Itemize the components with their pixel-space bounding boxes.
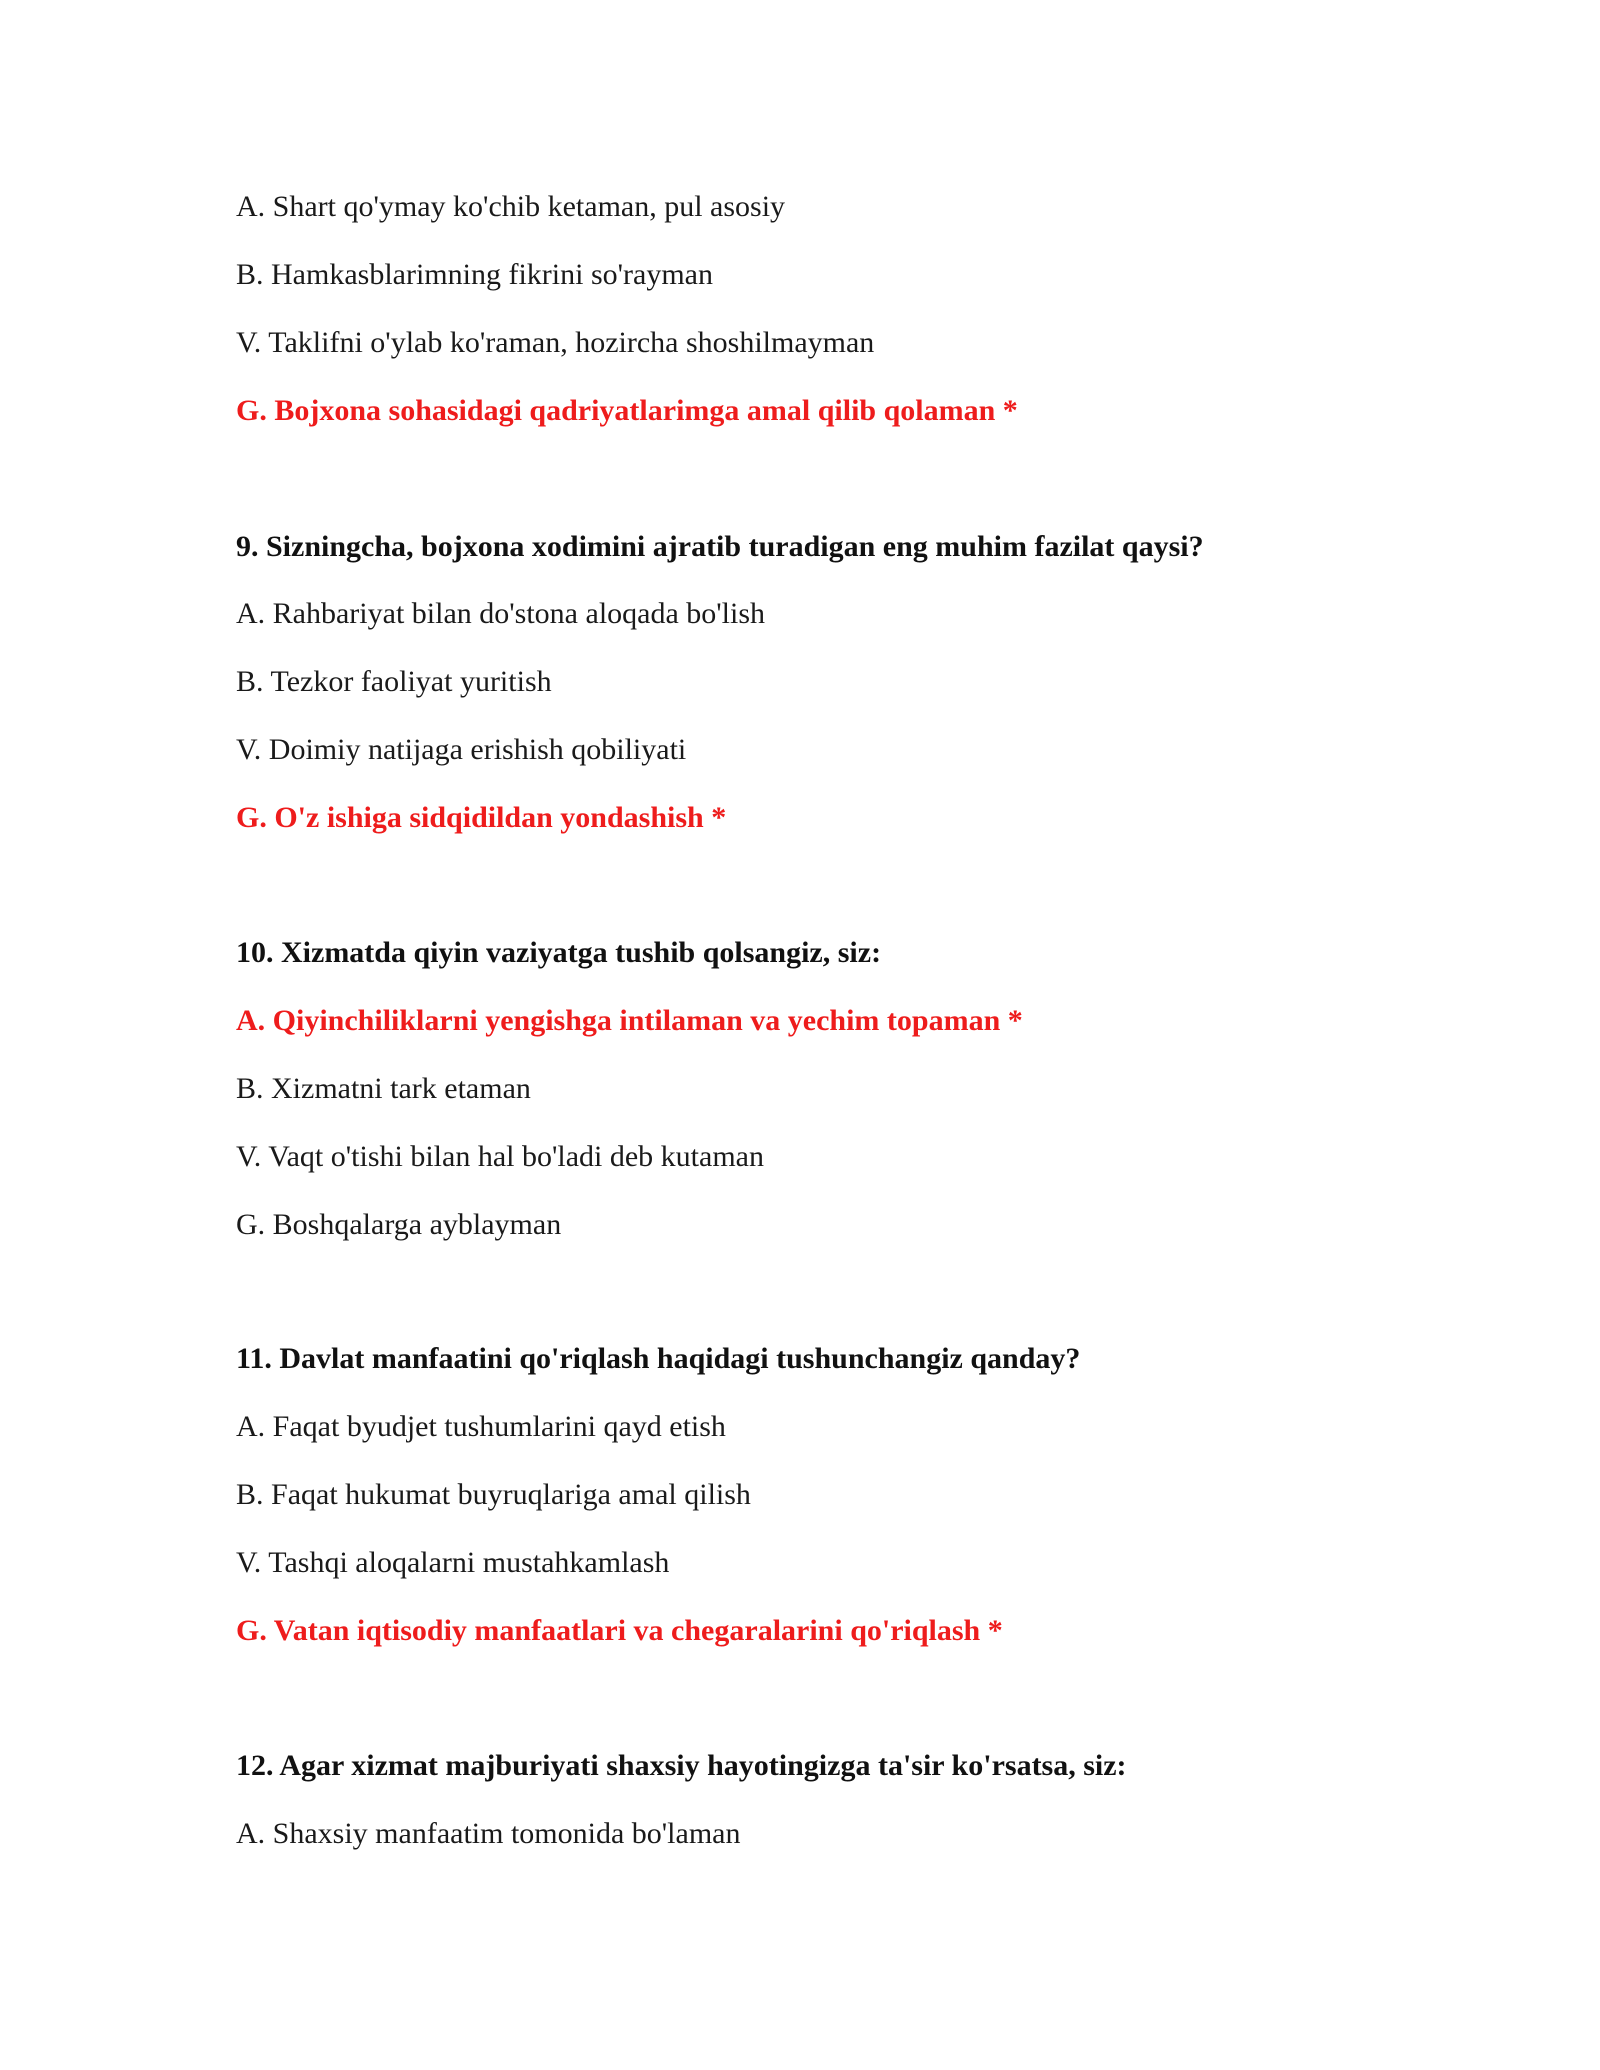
question-title: 9. Sizningcha, bojxona xodimini ajratib turadigan eng muhim fazilat qaysi?	[236, 530, 1204, 563]
answer-option: V. Vaqt o'tishi bilan hal bo'ladi deb kutaman	[236, 1140, 764, 1173]
answer-option: A. Shaxsiy manfaatim tomonida bo'laman	[236, 1817, 741, 1850]
question-title: 12. Agar xizmat majburiyati shaxsiy hayotingizga ta'sir ko'rsatsa, siz:	[236, 1749, 1127, 1782]
answer-option: V. Doimiy natijaga erishish qobiliyati	[236, 733, 687, 766]
question-title: 10. Xizmatda qiyin vaziyatga tushib qolsangiz, siz:	[236, 936, 882, 969]
correct-answer-option: A. Qiyinchiliklarni yengishga intilaman va yechim topaman *	[236, 1004, 1023, 1037]
answer-option: V. Taklifni o'ylab ko'raman, hozircha shoshilmayman	[236, 326, 875, 359]
answer-option: A. Faqat byudjet tushumlarini qayd etish	[236, 1410, 726, 1443]
correct-answer-option: G. Vatan iqtisodiy manfaatlari va chegaralarini qo'riqlash *	[236, 1614, 1003, 1647]
correct-answer-option: G. Bojxona sohasidagi qadriyatlarimga amal qilib qolaman *	[236, 394, 1018, 427]
answer-option: B. Xizmatni tark etaman	[236, 1072, 531, 1105]
answer-option: B. Hamkasblarimning fikrini so'rayman	[236, 258, 713, 291]
answer-option: G. Boshqalarga ayblayman	[236, 1208, 562, 1241]
answer-option: A. Shart qo'ymay ko'chib ketaman, pul asosiy	[236, 190, 786, 223]
answer-option: A. Rahbariyat bilan do'stona aloqada bo'lish	[236, 597, 766, 630]
correct-answer-option: G. O'z ishiga sidqidildan yondashish *	[236, 801, 727, 834]
answer-option: B. Tezkor faoliyat yuritish	[236, 665, 552, 698]
question-title: 11. Davlat manfaatini qo'riqlash haqidagi tushunchangiz qanday?	[236, 1342, 1081, 1375]
answer-option: B. Faqat hukumat buyruqlariga amal qilish	[236, 1478, 751, 1511]
answer-option: V. Tashqi aloqalarni mustahkamlash	[236, 1546, 670, 1579]
